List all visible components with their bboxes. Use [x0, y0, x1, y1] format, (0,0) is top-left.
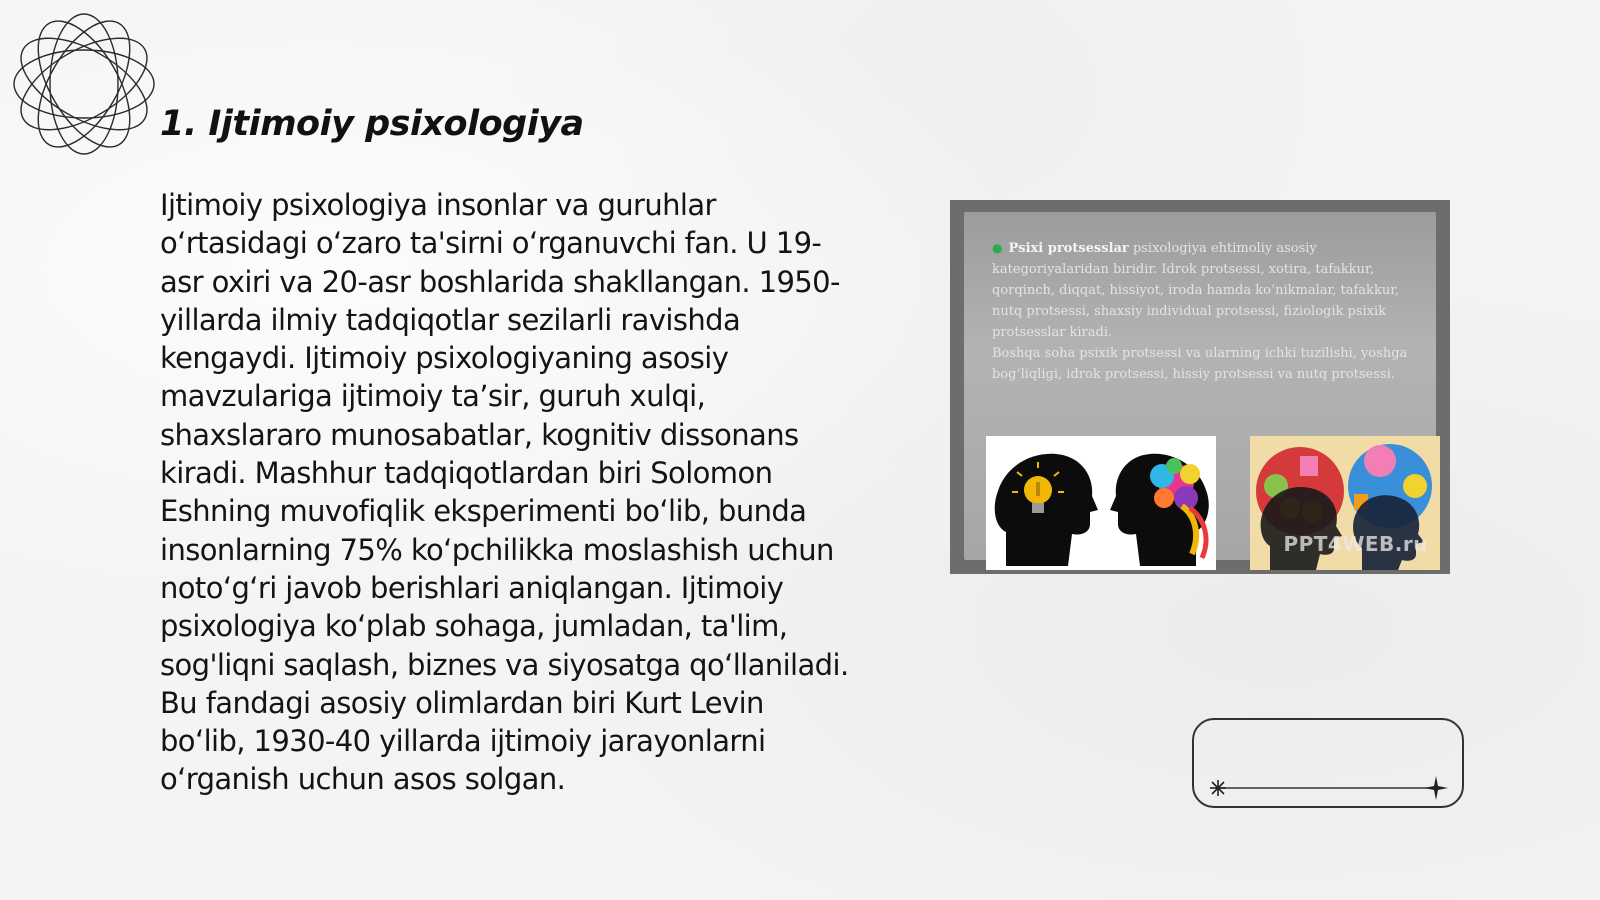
embedded-slide-panel	[964, 212, 1436, 560]
circle-ornament-icon	[10, 10, 158, 158]
embedded-slide-text: ● Psixi protsesslar psixologiya ehtimoliy asosiy kategoriyalaridan biridir. Idrok protsessi, xotira, tafakkur, qorqinch, diqqat, hissiyot, iroda hamda ko‘nikmalar, tafakkur, nutq protsessi, shaxsiy individual protsessi, fiziologik psixik protsesslar kiradi. Boshqa soha psixik protsessi va ularning ichki tuzilishi, yoshga bog‘liqligi, idrok protsessi, hissiy protsessi va nutq protsessi.	[992, 241, 1408, 382]
line-with-stars-icon	[1192, 718, 1464, 808]
slide-title: 1. Ijtimoiy psixologiya	[160, 104, 584, 144]
bullet-icon: ●	[992, 241, 1003, 255]
slide-body-text: Ijtimoiy psixologiya insonlar va guruhlar o‘rtasidagi o‘zaro ta'sirni o‘rganuvchi fan. U 19-asr oxiri va 20-asr boshlarida shakllangan. 1950-yillarda ilmiy tadqiqotlar sezilarli ravishda kengaydi. Ijtimoiy psixologiyaning asosiy mavzulariga ijtimoiy ta’sir, guruh xulqi, shaxslararo munosabatlar, kognitiv dissonans kiradi. Mashhur tadqiqotlardan biri Solomon Eshning muvofiqlik eksperimenti bo‘lib, bunda insonlarning 75% ko‘pchilikka moslashish uchun noto‘g‘ri javob berishlari aniqlangan. Ijtimoiy psixologiya ko‘plab sohaga, jumladan, ta'lim, sog'liqni saqlash, biznes va siyosatga qo‘llaniladi. Bu fandagi asosiy olimlardan biri Kurt Levin bo‘lib, 1930-40 yillarda ijtimoiy jarayonlarni o‘rganish uchun asos solgan.	[160, 188, 849, 797]
head-silhouettes-picture	[986, 436, 1216, 570]
watermark-text: PPT4WEB.ru	[1283, 532, 1428, 556]
decorative-box	[1192, 718, 1464, 808]
embedded-slide-image	[950, 200, 1450, 574]
